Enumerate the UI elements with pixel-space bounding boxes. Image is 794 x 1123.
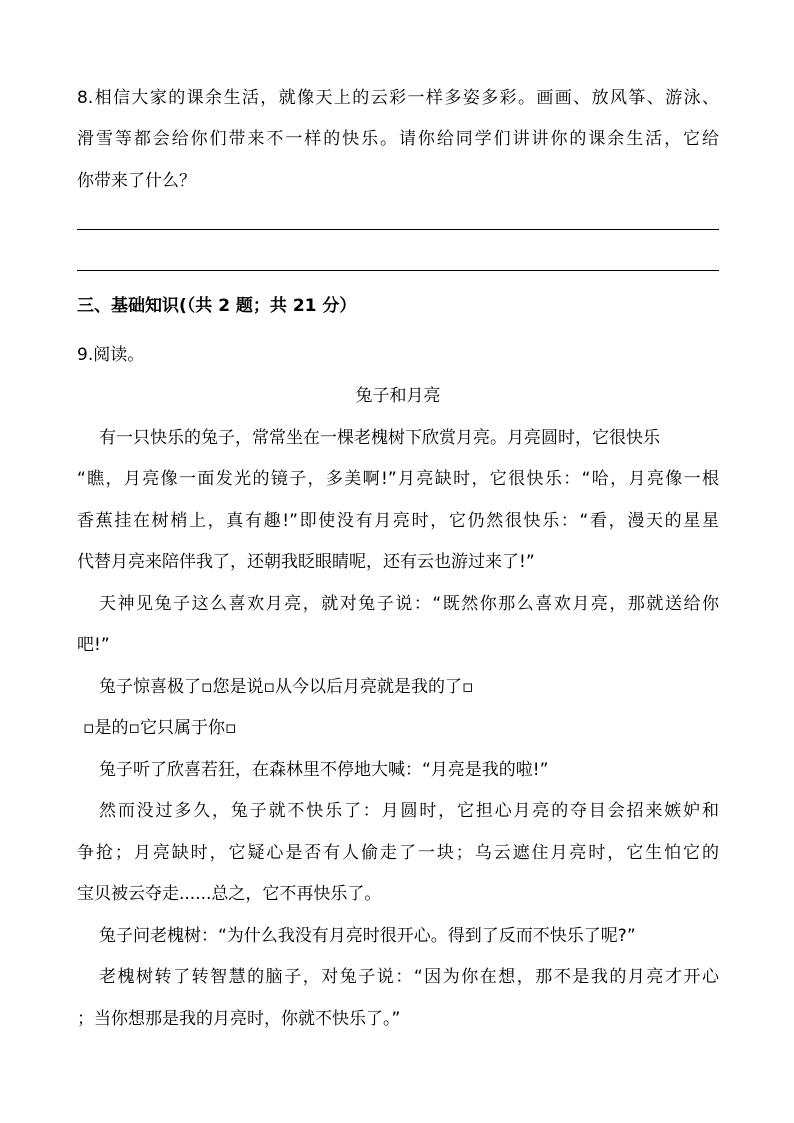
story-line: 有一只快乐的兔子，常常坐在一棵老槐树下欣赏月亮。月亮圆时，它很快乐 bbox=[99, 428, 660, 448]
story-line: 老槐树转了转智慧的脑子，对兔子说：“因为你在想，那不是我的月亮才开心 bbox=[99, 967, 719, 987]
story-line: 天神见兔子这么喜欢月亮，就对兔子说：“既然你那么喜欢月亮，那就送给你 bbox=[99, 594, 719, 614]
story-line: 兔子问老槐树：“为什么我没有月亮时很开心。得到了反而不快乐了呢?” bbox=[99, 926, 636, 946]
story-line: 宝贝被云夺走......总之，它不再快乐了。 bbox=[77, 884, 382, 904]
answer-line-2 bbox=[77, 270, 719, 271]
story-line: 然而没过多久，兔子就不快乐了：月圆时，它担心月亮的夺目会招来嫉妒和 bbox=[99, 801, 719, 821]
story-line: 争抢；月亮缺时，它疑心是否有人偷走了一块；乌云遮住月亮时，它生怕它的 bbox=[77, 843, 719, 863]
q8-line-1: 8.相信大家的课余生活，就像天上的云彩一样多姿多彩。画画、放风筝、游泳、 bbox=[77, 88, 719, 108]
story-line: 兔子惊喜极了▫您是说▫从今以后月亮就是我的了▫ bbox=[99, 677, 474, 697]
q8-line-3: 你带来了什么？ bbox=[77, 171, 196, 191]
answer-line-1 bbox=[77, 229, 719, 230]
section-heading: 三、基础知识(（共 2 题；共 21 分） bbox=[77, 296, 357, 316]
q8-line-2: 滑雪等都会给你们带来不一样的快乐。请你给同学们讲讲你的课余生活，它给 bbox=[77, 129, 719, 149]
story-title: 兔子和月亮 bbox=[355, 386, 441, 406]
story-line: “瞧，月亮像一面发光的镜子，多美啊!”月亮缺时，它很快乐：“哈，月亮像一根 bbox=[77, 469, 719, 489]
story-line: ▫是的▫它只属于你▫ bbox=[83, 718, 237, 738]
story-line: 代替月亮来陪伴我了，还朝我眨眼睛呢，还有云也游过来了!” bbox=[77, 552, 535, 572]
story-line: 兔子听了欣喜若狂，在森林里不停地大喊：“月亮是我的啦!” bbox=[99, 760, 549, 780]
story-line: ；当你想那是我的月亮时，你就不快乐了。” bbox=[77, 1009, 401, 1029]
q9-prompt: 9.阅读。 bbox=[77, 345, 145, 365]
story-line: 吧!” bbox=[77, 635, 110, 655]
story-line: 香蕉挂在树梢上，真有趣!”即使没有月亮时，它仍然很快乐：“看，漫天的星星 bbox=[77, 511, 719, 531]
